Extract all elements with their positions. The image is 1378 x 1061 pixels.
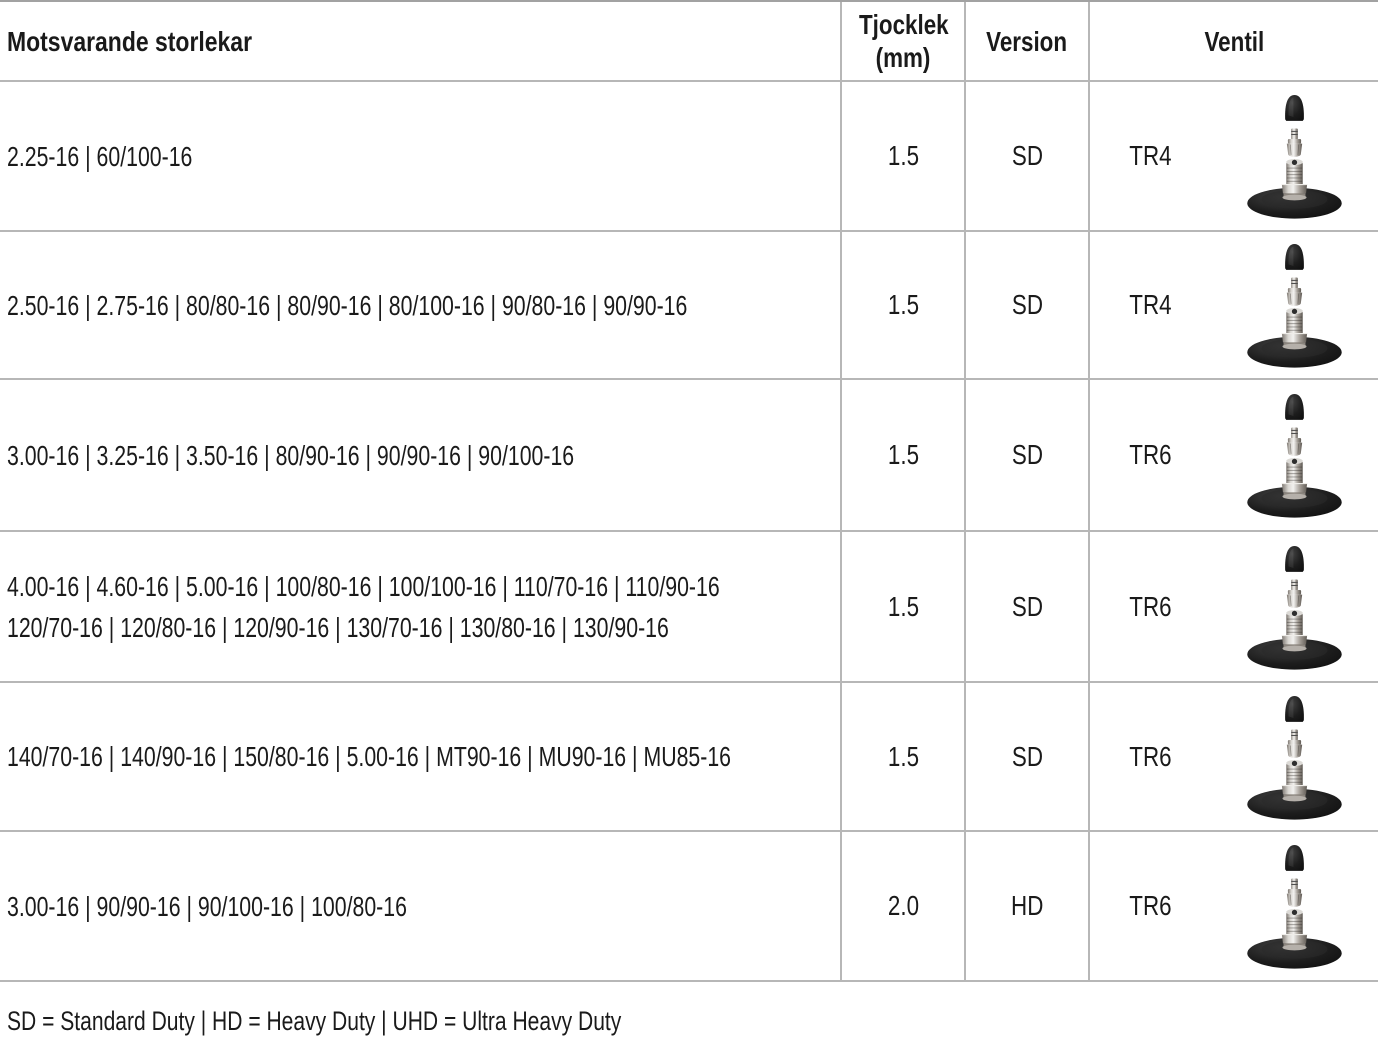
version-cell [966,82,1090,232]
valve-type-label: TR6 [1129,740,1172,772]
thickness-value: 1.5 [887,439,919,470]
sizes-line: 4.00-16 | 4.60-16 | 5.00-16 | 100/80-16 | 100/100-16 | 110/70-16 | 110/90-16 [7,570,720,602]
header-version-label: Version [986,25,1068,57]
version-value: SD [1011,439,1043,470]
valve-type-label: TR4 [1129,289,1172,320]
valve-image [1211,540,1378,674]
sizes-cell [0,832,842,982]
valve-cell [1090,232,1378,380]
sizes-text [7,139,251,174]
sizes-text [7,739,960,774]
sizes-line: 3.00-16 | 90/90-16 | 90/100-16 | 100/80-16 [7,890,407,922]
legend-text: SD = Standard Duty | HD = Heavy Duty | UHD = Ultra Heavy Duty [7,1006,622,1036]
sizes-line: 120/70-16 | 120/80-16 | 120/90-16 | 130/70-16 | 130/80-16 | 130/90-16 [7,611,669,643]
valve-image [1211,238,1378,372]
valve-type-label: TR6 [1129,890,1172,921]
header-thickness [842,2,966,82]
sizes-line: 2.50-16 | 2.75-16 | 80/80-16 | 80/90-16 | 80/100-16 | 90/80-16 | 90/90-16 [7,289,688,321]
valve-type-label: TR4 [1129,140,1172,171]
sizes-line: 3.00-16 | 3.25-16 | 3.50-16 | 80/90-16 | 90/90-16 | 90/100-16 [7,439,575,471]
sizes-line: 2.25-16 | 60/100-16 [7,140,193,172]
valve-cell [1090,683,1378,832]
header-thickness-label: Tjocklek (mm) [859,9,949,73]
sizes-text [7,288,902,323]
valve-cell [1090,82,1378,232]
valve-image [1211,388,1378,522]
sizes-cell [0,232,842,380]
valve-image [1211,690,1378,824]
thickness-value: 1.5 [887,289,919,320]
version-value: HD [1010,890,1044,921]
sizes-cell [0,532,842,683]
thickness-value: 2.0 [887,890,919,921]
valve-image [1211,839,1378,973]
header-valve [1090,2,1378,82]
legend-row [0,982,1378,1061]
valve-type-label: TR6 [1129,439,1172,470]
header-version [966,2,1090,82]
thickness-cell [842,832,966,982]
header-sizes-label: Motsvarande storlekar [7,25,253,57]
thickness-value: 1.5 [887,140,919,171]
sizes-cell [0,380,842,532]
version-value: SD [1011,140,1043,171]
valve-cell [1090,832,1378,982]
thickness-cell [842,380,966,532]
version-cell [966,380,1090,532]
version-value: SD [1011,590,1043,622]
sizes-cell [0,683,842,832]
thickness-value: 1.5 [887,740,919,772]
valve-cell [1090,532,1378,683]
version-value: SD [1011,740,1043,772]
sizes-text [7,569,945,645]
valve-type-label: TR6 [1129,590,1172,622]
sizes-text [7,438,753,473]
thickness-cell [842,683,966,832]
header-sizes [0,2,842,82]
header-valve-label: Ventil [1204,25,1264,57]
version-value: SD [1011,289,1043,320]
sizes-line: 140/70-16 | 140/90-16 | 150/80-16 | 5.00-16 | MT90-16 | MU90-16 | MU85-16 [7,741,732,772]
sizes-text [7,889,533,924]
sizes-cell [0,82,842,232]
thickness-cell [842,532,966,683]
version-cell [966,232,1090,380]
valve-image [1211,89,1378,223]
thickness-cell [842,82,966,232]
version-cell [966,832,1090,982]
thickness-cell [842,232,966,380]
thickness-value: 1.5 [887,590,919,622]
version-cell [966,683,1090,832]
valve-cell [1090,380,1378,532]
version-cell [966,532,1090,683]
